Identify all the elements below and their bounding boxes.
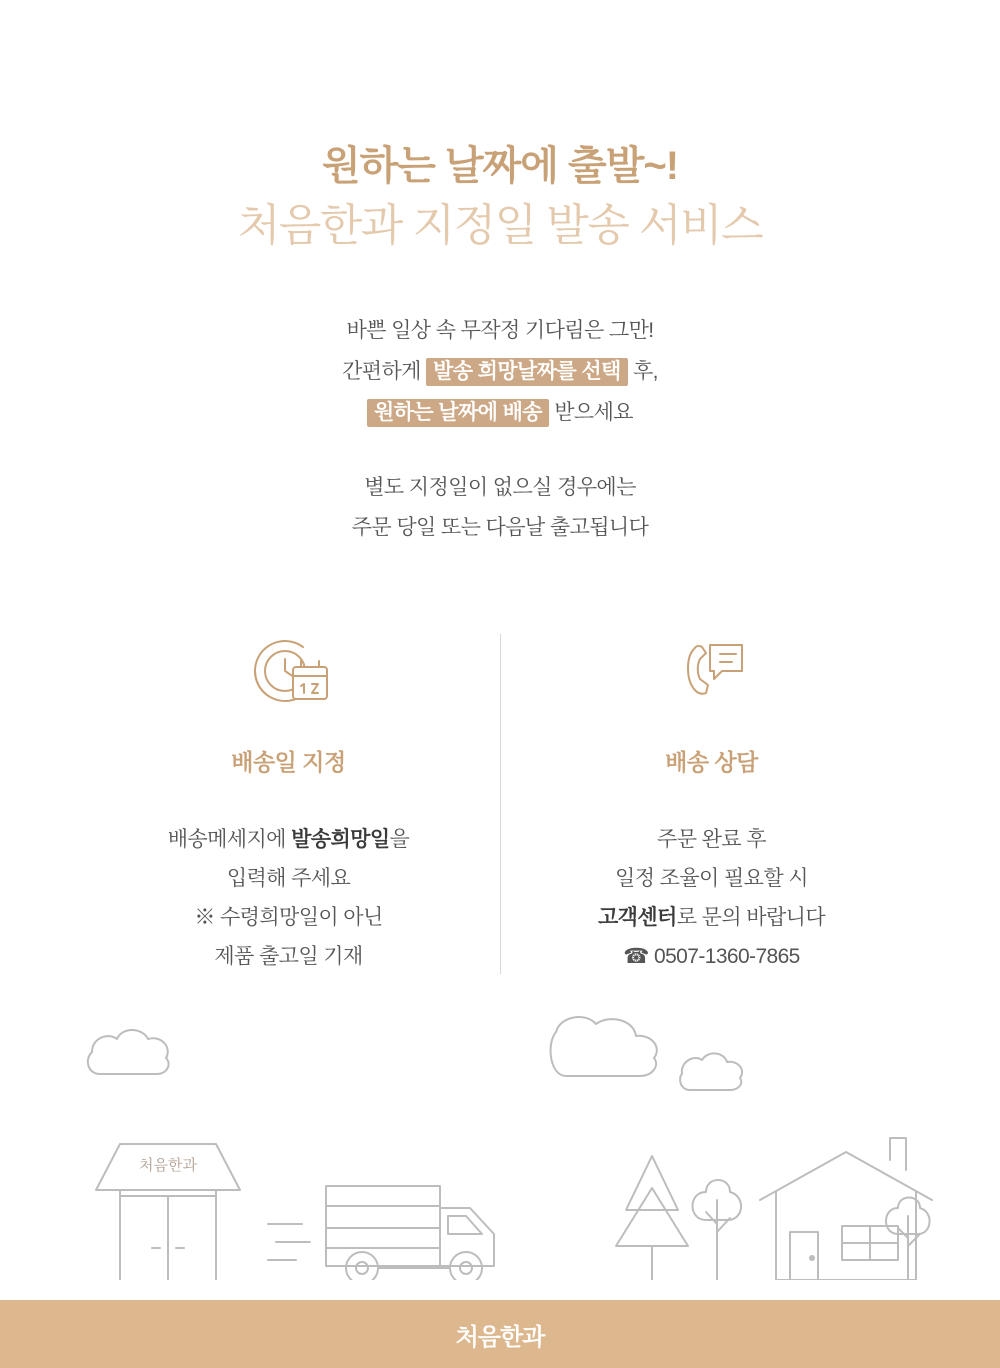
feature-body-line [547, 821, 877, 860]
footer-brand-logo: 처음한과 [455, 1323, 545, 1351]
feature-body-line [124, 821, 454, 860]
feature-body-line [124, 899, 454, 938]
text-pre: 일정 조율이 필요할 시 [615, 866, 808, 890]
note-line-2: 주문 당일 또는 다음날 출고됩니다 [351, 516, 649, 540]
note-line-1: 별도 지정일이 없으실 경우에는 [364, 476, 636, 500]
cloud-icon-left [88, 1030, 169, 1074]
text-bold: 발송희망일 [291, 827, 390, 851]
text-pre: 제품 출고일 기재 [214, 944, 363, 968]
feature-body-line [124, 860, 454, 899]
feature-title: 배송 상담 [665, 748, 758, 775]
clock-calendar-icon [124, 626, 454, 718]
truck-illustration [326, 1186, 494, 1280]
bottom-illustration [0, 1010, 1000, 1280]
feature-delivery-date [104, 626, 474, 976]
tree-round-icon-left [693, 1180, 742, 1280]
text-post: 을 [389, 827, 410, 851]
intro-line-3-suffix: 받으세요 [548, 401, 633, 425]
text-pre: ※ 수령희망일이 아닌 [194, 905, 383, 929]
intro-line-1: 바쁜 일상 속 무작정 기다림은 그만! [346, 319, 654, 343]
feature-body-line [124, 938, 454, 977]
phone-chat-icon [547, 626, 877, 718]
speed-lines [268, 1224, 310, 1260]
page-title-primary: 원하는 날짜에 출발~! [321, 144, 679, 188]
text-pre: 입력해 주세요 [226, 866, 351, 890]
feature-body-line [547, 860, 877, 899]
shop-illustration [96, 1144, 240, 1280]
feature-delivery-consult [527, 626, 897, 976]
cloud-icon-right [680, 1053, 742, 1090]
text-pre: 주문 완료 후 [657, 827, 766, 851]
intro-highlight-2: 원하는 날짜에 배송 [367, 399, 549, 427]
intro-line-2-suffix: 후, [627, 360, 658, 384]
intro-paragraph [0, 311, 1000, 434]
intro-line-2-prefix: 간편하게 [342, 360, 427, 384]
tree-pine-icon [616, 1156, 688, 1280]
intro-line-2 [0, 352, 1000, 393]
feature-body [547, 821, 877, 976]
page-title-secondary: 처음한과 지정일 발송 서비스 [237, 201, 763, 250]
tree-round-icon-right [886, 1198, 930, 1281]
house-illustration [760, 1138, 932, 1280]
cloud-icon-center [551, 1017, 657, 1076]
footer-bar [0, 1300, 1000, 1368]
shop-sign-text: 처음한과 [139, 1157, 197, 1174]
feature-title: 배송일 지정 [231, 748, 346, 775]
feature-body-line [547, 899, 877, 938]
text-post: 로 문의 바랍니다 [676, 905, 826, 929]
feature-columns [0, 626, 1000, 976]
intro-line-3 [0, 393, 1000, 434]
text-bold: 고객센터 [597, 905, 677, 929]
customer-service-phone[interactable] [547, 938, 877, 977]
column-divider [500, 634, 501, 974]
text-pre: ☎ 0507-1360-7865 [623, 944, 800, 968]
feature-body [124, 821, 454, 976]
text-pre: 배송메세지에 [167, 827, 292, 851]
note-paragraph [0, 468, 1000, 548]
intro-highlight-1: 발송 희망날짜를 선택 [426, 358, 628, 386]
page-title-block [0, 142, 1000, 255]
